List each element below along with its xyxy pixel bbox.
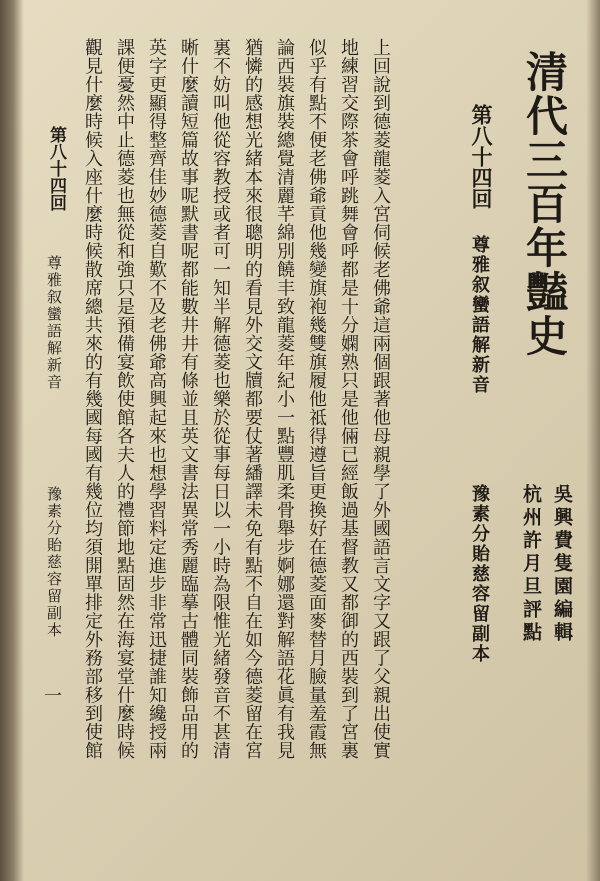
page-number: 一 — [44, 686, 62, 707]
body-line: 裏不妨叫他從容教授或者可一知半解德菱也樂於從事每日以一小時為限惟光緒發音不甚清 — [210, 38, 231, 760]
body-line: 課便憂然中止德菱也無從和強只是預備宴飲使館各夫人的禮節地點固然在海宴堂什麼時候 — [114, 38, 135, 760]
body-line: 論西裝旗裝總覺清麗芊綿別饒丰致龍菱年紀小一點豐肌柔骨舉步婀娜還對解語花眞有我見 — [274, 38, 295, 760]
body-line: 英字更顯得整齊佳妙德菱自歎不及老佛爺高興起來也想學習料定進步非常迅捷誰知纔授兩 — [146, 38, 167, 760]
editor-credit: 吳興費隻園編輯 — [551, 484, 573, 645]
book-title: 清代三百年豔史 — [520, 50, 569, 358]
chapter-subtitle: 尊雅叙蠻語解新音 — [469, 235, 490, 395]
body-line: 晰什麼讀短篇故事呢默書呢都能數井井有條並且英文書法異常秀麗臨摹古體同裝飾品用的 — [178, 38, 199, 760]
chapter-subtitle-2: 豫素分貽慈容留副本 — [469, 484, 490, 664]
body-line: 猶憐的感想光緒本來很聰明的看見外交文牘都要仗著繙譯未免有點不自在如今德菱留在宮 — [242, 38, 263, 760]
body-line: 觀見什麼時候入座什麼時候散席總共來的有幾國每國有幾位均須開單排定外務部移到使館 — [82, 38, 103, 760]
footer-chapter-title-2: 豫素分貽慈容留副本 — [45, 486, 63, 639]
body-line: 上回說到德菱龍菱入宮伺候老佛爺這兩個跟著他母親學了外國語言文字又跟了父親出使實 — [370, 38, 391, 760]
footer-chapter-number: 第八十四回 — [46, 126, 66, 211]
body-line: 似乎有點不便老佛爺貢他幾變旗袍幾雙旗履他祗得遵旨更換好在德菱面麥替月臉量羞霞無 — [306, 38, 327, 760]
body-text — [76, 38, 396, 848]
body-line: 地練習交際茶會呼跳舞會呼都是十分嫻熟只是他倆已經飯過基督教又都御的西裝到了宮裏 — [338, 38, 359, 760]
footer-chapter-title: 尊雅叙蠻語解新音 — [45, 255, 63, 391]
chapter-number: 第八十四回 — [469, 104, 494, 209]
commentator-credit: 杭州許月旦評點 — [520, 484, 542, 645]
